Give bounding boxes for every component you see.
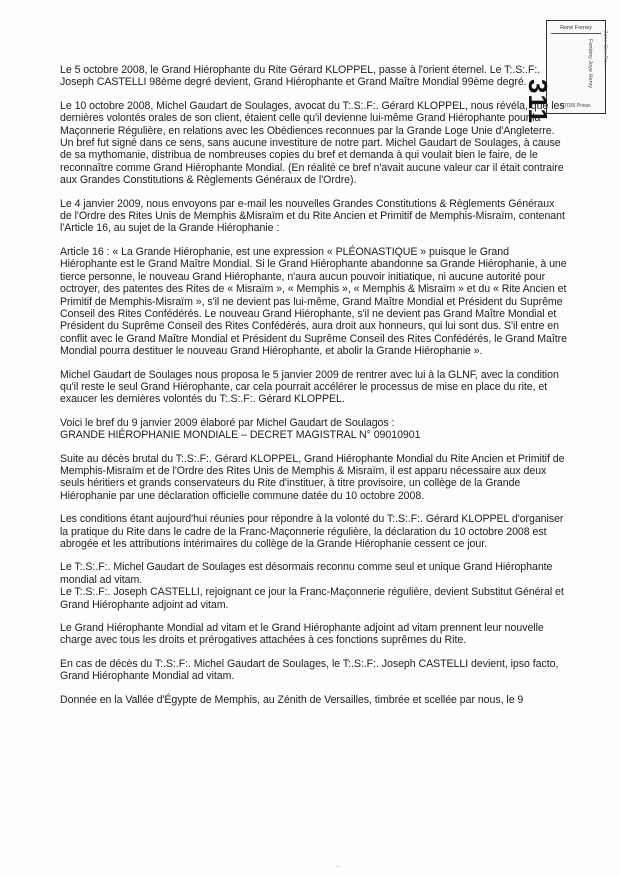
stamp-footer: 07035 Privas [561, 103, 591, 109]
paragraph-decree-6: En cas de décès du T:.S:.F:. Michel Gaudart de Soulages, le T:.S:.F:. Joseph CASTELLI devient, ipso facto, Grand Hiérophante Mondial ad vitam. [60, 657, 559, 683]
paragraph-decree-7: Donnée en la Vallée d'Égypte de Memphis, au Zénith de Versailles, timbrée et scellée par nous, le 9 [60, 693, 524, 706]
paragraph-1: Le 5 octobre 2008, le Grand Hiérophante du Rite Gérard KLOPPEL, passe à l'orient éternel. Le T:.S:.F:. Joseph CASTELLI 98ème degré devient, Grand Hiérophante et Grand Maître Mondial 99ème degré. [60, 64, 541, 89]
paragraph-decree-3: Le T:.S:.F:. Michel Gaudart de Soulages est désormais reconnu comme seul et unique Grand Hiérophante mondial ad vitam. [60, 561, 553, 586]
stamp-name: René Forney [560, 25, 592, 31]
stamp-divider [551, 33, 601, 34]
paragraph-decree-2: Les conditions étant aujourd'hui réunies pour répondre à la volonté du T:.S:.F:. Gérard KLOPPEL d'organiser la pratique du Rite dans le cadre de la Franc-Maçonnerie régulière, la déclaration du 10 octobre 2008 est abrogée et les attributions intérimaires du collège de la Grande Hiérophanie cessent ce jour. [60, 513, 564, 550]
stamp-number: 311 [523, 79, 553, 124]
stamp-edge-text: Zone Cne Ro... [602, 30, 608, 68]
page-mark: ·· [335, 862, 341, 871]
paragraph-5: Michel Gaudart de Soulages nous proposa le 5 janvier 2009 de rentrer avec lui à la GLNF, avec la condition qu'il reste le seul Grand Hiérophante, car cela pourrait accélérer le processus de mise en place du rite, et exaucer les dernières volontés du T:.S:.F:. Gérard KLOPPEL. [60, 368, 559, 406]
paragraph-bref-intro: Voici le bref du 9 janvier 2009 élaboré par Michel Gaudart de Soulagos : [60, 416, 395, 429]
paragraph-decree-5: Le Grand Hiérophante Mondial ad vitam et le Grand Hiérophante adjoint ad vitam prennent leur nouvelle charge avec tous les droits et prérogatives attachées à ces fonctions suprêmes du Rite. [60, 622, 544, 647]
decree-title: GRANDE HIÉROPHANIE MONDIALE – DECRET MAGISTRAL N° 09010901 [60, 429, 421, 442]
paragraph-2: Le 10 octobre 2008, Michel Gaudart de Soulages, avocat du T:.S:.F:. Gérard KLOPPEL, nous révéla, que les dernières volontés orales de son client, étaient celle qu'il devienne lui-même Grand Hiérophante pour la Maçonnerie Régulière, en relations avec les Obédiences reconnues par la Grande Loge Unie d'Angleterre. Un bref fut signé dans ce sens, sans aucune investiture de notre part. Michel Gaudart de Soulages, à cause de sa mythomanie, distribua de nombreuses copies du bref et demanda à qui voulait bien le faire, de le reconnaître comme Grand Hiérophante Mondial. (En réalité ce bref n'avait aucune valeur car il était contraire aux Grandes Constitutions & Règlements Généraux de l'Ordre). [60, 99, 565, 187]
document-body [60, 64, 568, 717]
paragraph-article-16: Article 16 : « La Grande Hiérophanie, est une expression « PLÉONASTIQUE » puisque le Grand Hiérophante est le Grand Maître Mondial. Si le Grand Hiérophante abandonne sa Grande Hiérophanie, à une tierce personne, le nouveau Grand Hiérophante, n'aura aucun pouvoir initiatique, ni aucune autorité pour octroyer, des patentes des Rites de « Misraïm », « Memphis », « Memphis & Misraïm » et du « Rite Ancien et Primitif de Memphis-Misraïm », s'il ne devient pas lui-même, Grand Maître Mondial et Président du Suprême Conseil des Rites Confédérés. Le nouveau Grand Hiérophante, s'il ne devient pas Grand Maître Mondial et Président du Suprême Conseil des Rites Confédérés, aura droit aux honneurs, qui lui sont dus. S'il entre en conflit avec le Grand Maître Mondial et Président du Suprême Conseil des Rites Confédérés, le Grand Maître Mondial pourra destituer le nouveau Grand Hiérophante, et abolir la Grande Hiérophanie ». [60, 245, 567, 358]
paragraph-3: Le 4 janvier 2009, nous envoyons par e-mail les nouvelles Grandes Constitutions & Règlements Généraux de l'Ordre des Rites Unis de Memphis &Misraïm et du Rite Ancien et Primitif de Memphis-Misraïm, contenant l'Article 16, au sujet de la Grande Hiérophanie : [60, 197, 565, 235]
stamp-vertical-text: Fonteny Joye Henry [587, 39, 593, 89]
paragraph-decree-4: Le T:.S:.F:. Joseph CASTELLI, rejoignant ce jour la Franc-Maçonnerie régulière, devient Substitut Général et Grand Hiérophante adjoint ad vitam. [60, 586, 564, 611]
paragraph-decree-1: Suite au décès brutal du T:.S:.F:. Gérard KLOPPEL, Grand Hiérophante Mondial du Rite Ancien et Primitif de Memphis-Misraïm et de l'Ordre des Rites Unis de Memphis & Misraïm, il est apparu nécessaire aux deux seuls héritiers et grands conservateurs du Rite d'instituer, à titre provisoire, un collège de la Grande Hiérophanie par une déclaration officielle commune datée du 10 octobre 2008. [60, 452, 565, 502]
